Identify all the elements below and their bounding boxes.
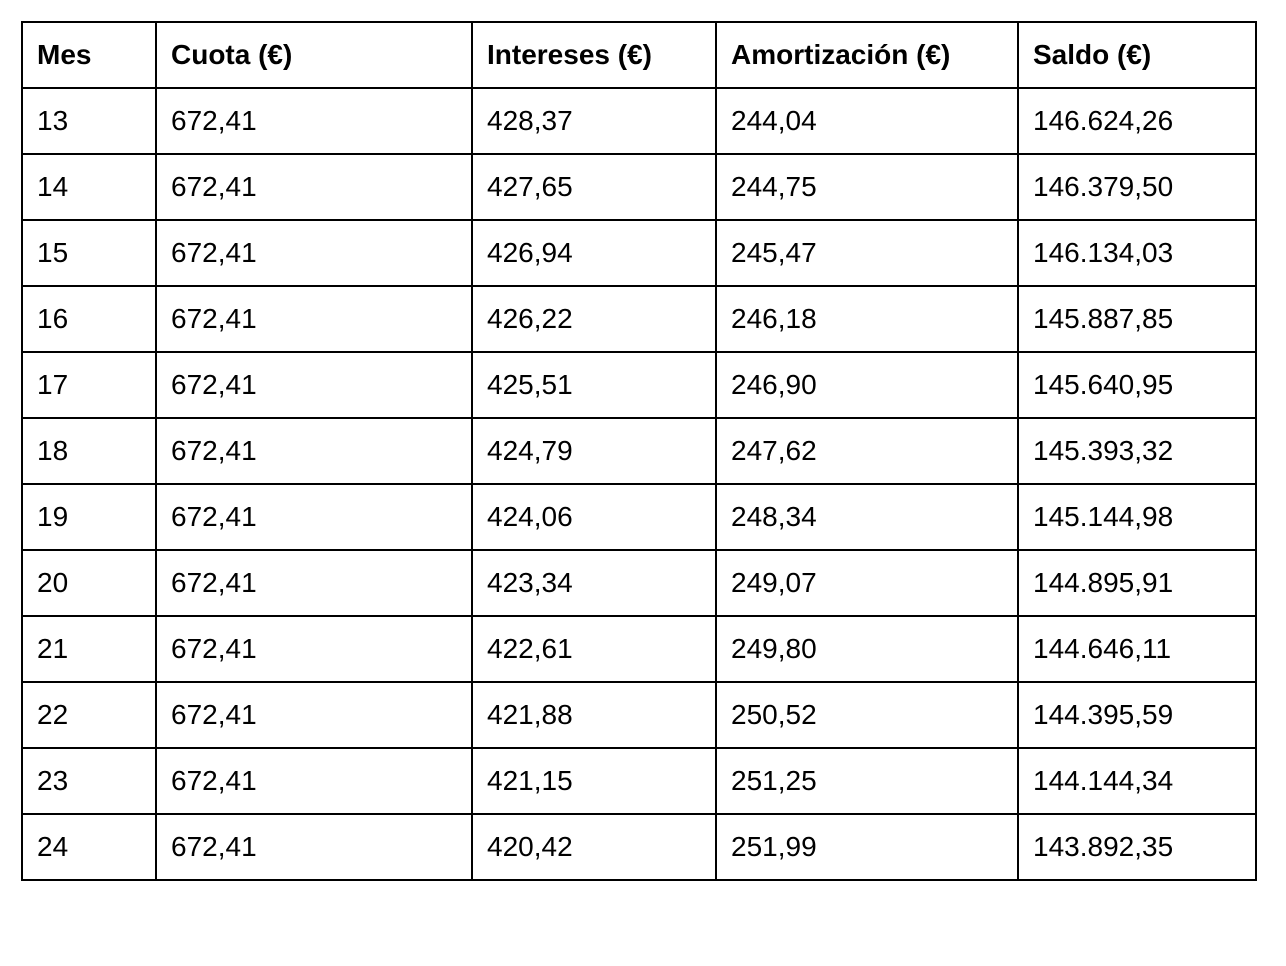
cell-amortizacion: 247,62	[716, 418, 1018, 484]
cell-cuota: 672,41	[156, 286, 472, 352]
cell-saldo: 146.624,26	[1018, 88, 1256, 154]
table-row	[22, 154, 1256, 220]
table-row	[22, 286, 1256, 352]
cell-amortizacion: 246,90	[716, 352, 1018, 418]
cell-saldo: 144.646,11	[1018, 616, 1256, 682]
cell-cuota: 672,41	[156, 88, 472, 154]
cell-cuota: 672,41	[156, 616, 472, 682]
cell-amortizacion: 244,04	[716, 88, 1018, 154]
cell-intereses: 424,06	[472, 484, 716, 550]
table-row	[22, 748, 1256, 814]
table-body	[22, 88, 1256, 880]
cell-intereses: 421,88	[472, 682, 716, 748]
cell-amortizacion: 246,18	[716, 286, 1018, 352]
cell-cuota: 672,41	[156, 814, 472, 880]
cell-intereses: 420,42	[472, 814, 716, 880]
cell-mes: 24	[22, 814, 156, 880]
cell-intereses: 425,51	[472, 352, 716, 418]
cell-saldo: 144.895,91	[1018, 550, 1256, 616]
cell-mes: 20	[22, 550, 156, 616]
table-row	[22, 352, 1256, 418]
cell-mes: 14	[22, 154, 156, 220]
cell-saldo: 146.379,50	[1018, 154, 1256, 220]
cell-mes: 16	[22, 286, 156, 352]
cell-amortizacion: 249,80	[716, 616, 1018, 682]
cell-cuota: 672,41	[156, 352, 472, 418]
table-row	[22, 88, 1256, 154]
cell-saldo: 145.887,85	[1018, 286, 1256, 352]
cell-cuota: 672,41	[156, 748, 472, 814]
cell-mes: 15	[22, 220, 156, 286]
cell-mes: 13	[22, 88, 156, 154]
header-mes: Mes	[22, 22, 156, 88]
cell-mes: 18	[22, 418, 156, 484]
cell-cuota: 672,41	[156, 484, 472, 550]
cell-intereses: 427,65	[472, 154, 716, 220]
cell-intereses: 426,22	[472, 286, 716, 352]
cell-intereses: 422,61	[472, 616, 716, 682]
table-row	[22, 616, 1256, 682]
cell-mes: 17	[22, 352, 156, 418]
cell-cuota: 672,41	[156, 220, 472, 286]
header-row	[22, 22, 1256, 88]
cell-mes: 19	[22, 484, 156, 550]
cell-cuota: 672,41	[156, 154, 472, 220]
table-row	[22, 418, 1256, 484]
cell-cuota: 672,41	[156, 682, 472, 748]
table-row	[22, 682, 1256, 748]
cell-cuota: 672,41	[156, 418, 472, 484]
cell-intereses: 421,15	[472, 748, 716, 814]
table-row	[22, 484, 1256, 550]
cell-mes: 23	[22, 748, 156, 814]
cell-amortizacion: 250,52	[716, 682, 1018, 748]
cell-intereses: 426,94	[472, 220, 716, 286]
cell-amortizacion: 248,34	[716, 484, 1018, 550]
cell-saldo: 144.144,34	[1018, 748, 1256, 814]
table-row	[22, 220, 1256, 286]
cell-cuota: 672,41	[156, 550, 472, 616]
cell-amortizacion: 249,07	[716, 550, 1018, 616]
header-cuota: Cuota (€)	[156, 22, 472, 88]
header-saldo: Saldo (€)	[1018, 22, 1256, 88]
cell-intereses: 428,37	[472, 88, 716, 154]
header-amortizacion: Amortización (€)	[716, 22, 1018, 88]
cell-amortizacion: 251,99	[716, 814, 1018, 880]
table-row	[22, 550, 1256, 616]
cell-intereses: 423,34	[472, 550, 716, 616]
cell-amortizacion: 244,75	[716, 154, 1018, 220]
cell-saldo: 146.134,03	[1018, 220, 1256, 286]
header-intereses: Intereses (€)	[472, 22, 716, 88]
cell-saldo: 143.892,35	[1018, 814, 1256, 880]
amortization-table-container	[21, 21, 1257, 881]
cell-saldo: 145.393,32	[1018, 418, 1256, 484]
cell-saldo: 145.640,95	[1018, 352, 1256, 418]
table-header	[22, 22, 1256, 88]
table-row	[22, 814, 1256, 880]
cell-saldo: 145.144,98	[1018, 484, 1256, 550]
cell-mes: 22	[22, 682, 156, 748]
cell-intereses: 424,79	[472, 418, 716, 484]
cell-saldo: 144.395,59	[1018, 682, 1256, 748]
cell-mes: 21	[22, 616, 156, 682]
cell-amortizacion: 245,47	[716, 220, 1018, 286]
amortization-table	[21, 21, 1257, 881]
cell-amortizacion: 251,25	[716, 748, 1018, 814]
